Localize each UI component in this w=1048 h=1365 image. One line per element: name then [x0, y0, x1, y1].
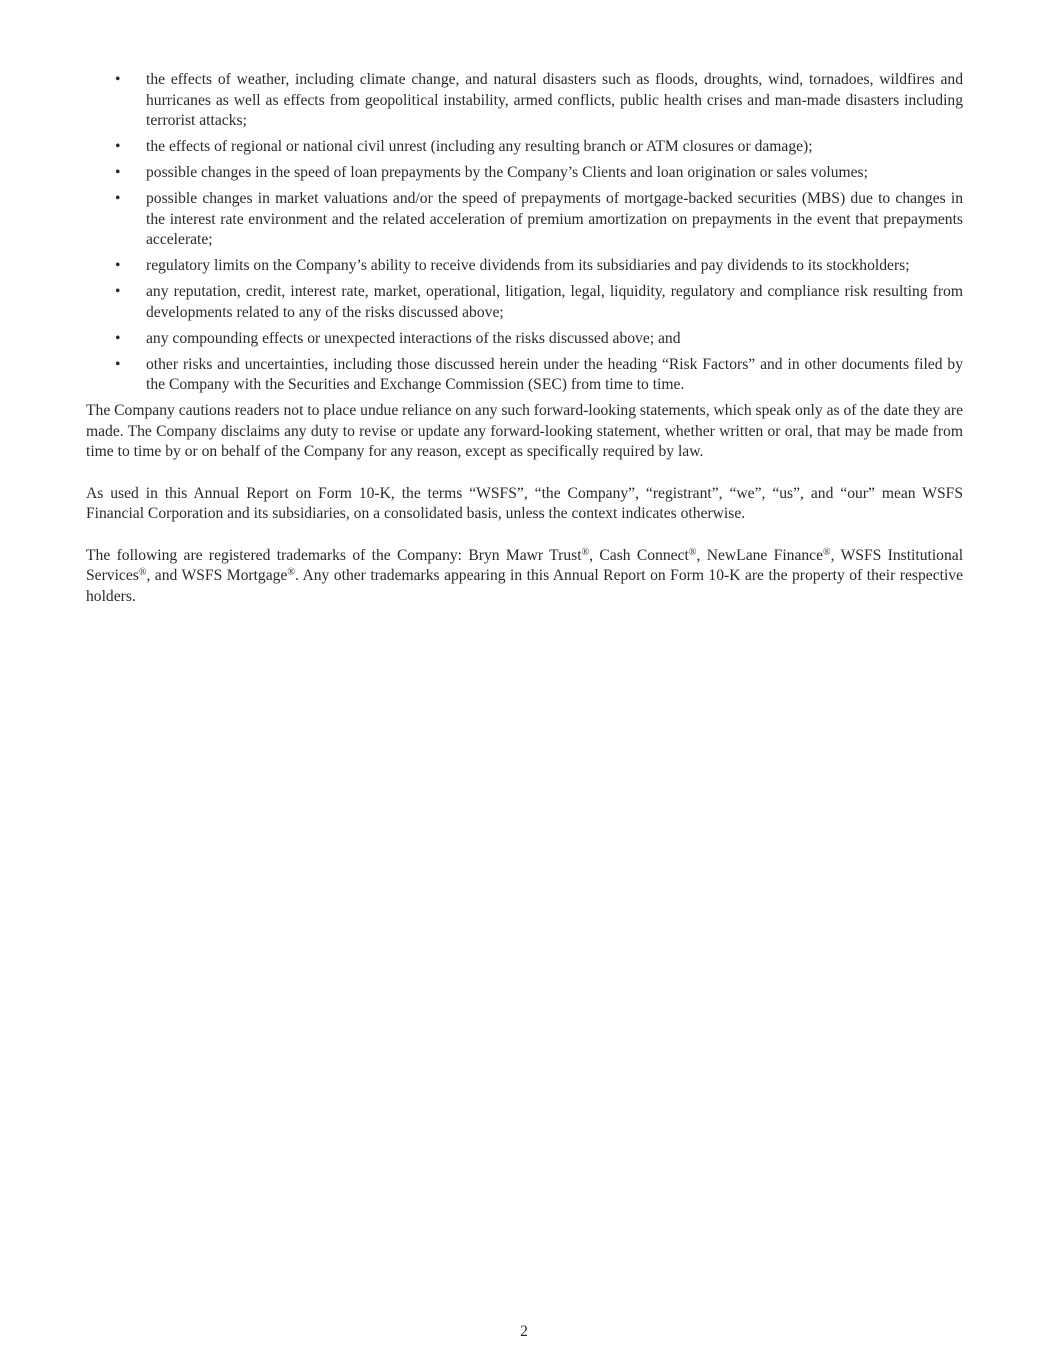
document-body — [86, 70, 963, 607]
list-item — [86, 163, 963, 184]
list-item-text: other risks and uncertainties, including those discussed herein under the heading “Risk Factors” and in other documents filed by the Company with the Securities and Exchange Commission (SEC) from time to time. — [146, 355, 963, 393]
list-item-text: regulatory limits on the Company’s ability to receive dividends from its subsidiaries and pay dividends to its stockholders; — [146, 257, 910, 274]
trademarks-outro: . Any other trademarks appearing in this Annual Report on Form 10-K are the property of their respective holders. — [86, 567, 964, 605]
bullet-icon: • — [115, 257, 121, 274]
list-item — [86, 189, 963, 251]
trademark-newlane-finance: NewLane Finance — [706, 546, 824, 564]
trademark-separator: , — [589, 546, 600, 564]
list-item — [86, 282, 963, 323]
registered-mark-icon: ® — [138, 567, 147, 578]
trademark-separator: , — [696, 546, 707, 564]
list-item-text: the effects of regional or national civil unrest (including any resulting branch or ATM closures or damage); — [146, 138, 813, 155]
list-item-text: any reputation, credit, interest rate, market, operational, litigation, legal, liquidity, regulatory and compliance risk resulting from developments related to any of the risks discussed above; — [146, 283, 963, 321]
trademark-wsfs-mortgage: WSFS Mortgage — [181, 567, 288, 584]
trademarks-intro: The following are registered trademarks of the Company: — [86, 546, 469, 564]
page-number: 2 — [520, 1323, 528, 1340]
trademark-bryn-mawr-trust: Bryn Mawr Trust — [468, 546, 582, 564]
trademark-separator: , — [830, 546, 841, 564]
list-item-text: any compounding effects or unexpected interactions of the risks discussed above; and — [146, 329, 681, 347]
list-item — [86, 137, 963, 158]
trademark-cash-connect: Cash Connect — [599, 546, 689, 564]
trademark-separator: , and — [146, 567, 182, 584]
bullet-icon: • — [115, 355, 121, 373]
caution-paragraph: The Company cautions readers not to place undue reliance on any such forward-looking statements, which speak only as of the date they are made. The Company disclaims any duty to revise or update any forward-looking statement, whether written or oral, that may be made from time to time by or on behalf of the Company for any reason, except as specifically required by law. — [86, 402, 963, 460]
list-item — [86, 70, 963, 132]
list-item-text: the effects of weather, including climate change, and natural disasters such as floods, droughts, wind, tornadoes, wildfires and hurricanes as well as effects from geopolitical instability, armed conflicts, public health crises and man-made disasters including terrorist attacks; — [146, 71, 963, 129]
bullet-icon: • — [115, 138, 121, 155]
registered-mark-icon: ® — [581, 546, 590, 558]
bullet-icon: • — [115, 283, 121, 300]
list-item — [86, 256, 963, 277]
list-item-text: possible changes in the speed of loan prepayments by the Company’s Clients and loan origination or sales volumes; — [146, 164, 868, 181]
risk-factor-list — [86, 70, 963, 396]
trademarks-paragraph — [86, 546, 963, 608]
bullet-icon: • — [115, 71, 121, 88]
list-item-text: possible changes in market valuations and/or the speed of prepayments of mortgage-backed securities (MBS) due to changes in the interest rate environment and the related acceleration of premium amortization on prepayments in the event that prepayments accelerate; — [146, 190, 963, 248]
registered-mark-icon: ® — [823, 546, 831, 558]
registered-mark-icon: ® — [287, 567, 295, 578]
bullet-icon: • — [115, 164, 121, 181]
registered-mark-icon: ® — [688, 546, 697, 558]
bullet-icon: • — [115, 190, 121, 207]
bullet-icon: • — [115, 329, 121, 347]
list-item — [86, 329, 963, 350]
terms-paragraph: As used in this Annual Report on Form 10-K, the terms “WSFS”, “the Company”, “registrant”, “we”, “us”, and “our” mean WSFS Financial Corporation and its subsidiaries, on a consolidated basis, unless the context indicates otherwise. — [86, 484, 963, 522]
trademark-wsfs-institutional-services: WSFS Institutional Services — [86, 546, 964, 584]
list-item — [86, 355, 963, 396]
